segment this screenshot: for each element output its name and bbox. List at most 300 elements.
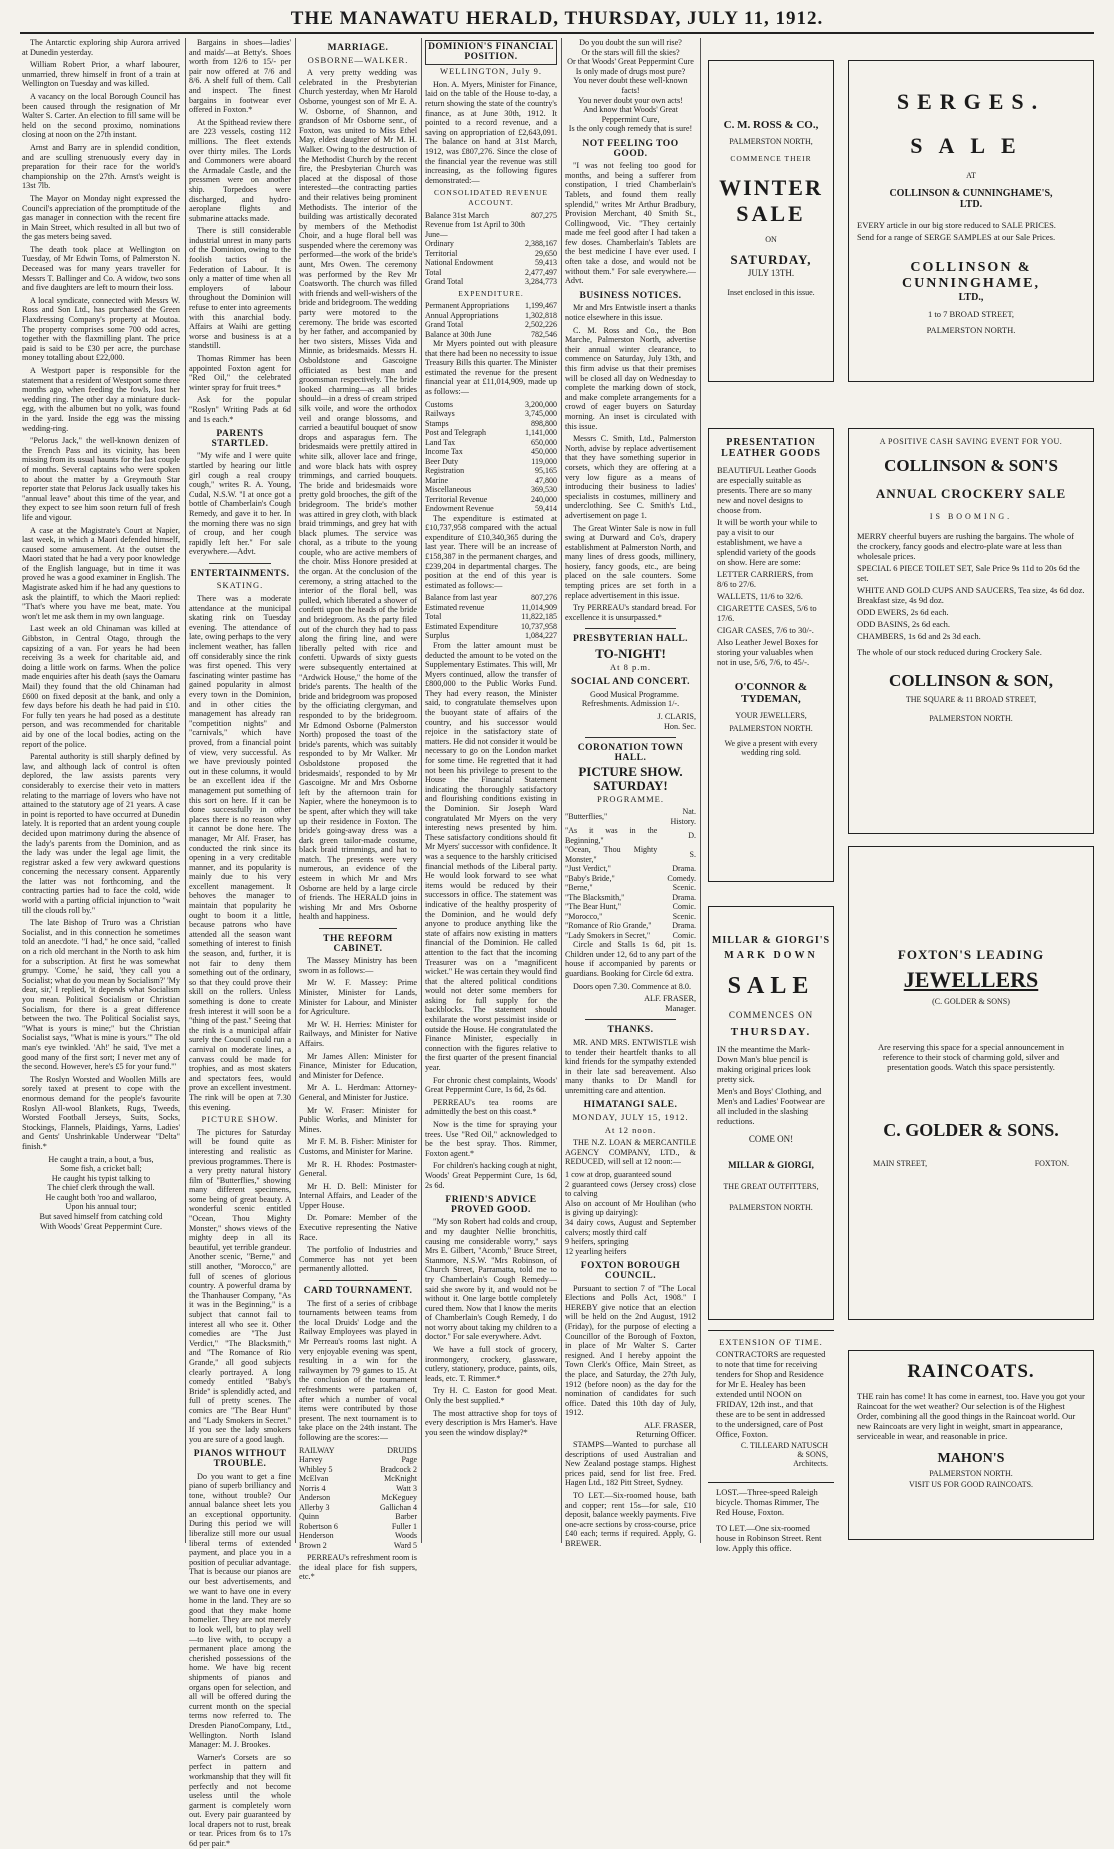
ad-firm: TYDEMAN, (741, 693, 801, 705)
table-cell: 1,084,227 (525, 631, 557, 641)
notice-day: SATURDAY! (593, 777, 668, 793)
cabinet-entry: Mr F. M. B. Fisher: Minister for Customs, and Minister for Marine. (299, 1137, 417, 1156)
verse-line: Or the stars will fill the skies? (581, 47, 680, 57)
table-cell: Grand Total (425, 320, 464, 330)
news-item: The Mayor on Monday night expressed the Council's appreciation of the promptitude of the gas manager in connection with the recent fire in Main Street, which resulted in all but two of the gas meters being saved. (22, 193, 180, 242)
article-body: PERREAU's refreshment room is the ideal place for fish suppers, etc.* (299, 1553, 417, 1582)
notice-title: TO-NIGHT! (595, 646, 666, 662)
article-body: PERREAU's tea rooms are admittedly the best on this coast.* (425, 1097, 557, 1117)
table-cell: 1,141,000 (525, 428, 557, 438)
news-paragraphs (22, 38, 180, 1152)
section-heading: DOMINION'S FINANCIAL (428, 42, 554, 52)
ad-day: THURSDAY. (730, 1026, 812, 1038)
table-cell: 807,276 (531, 593, 557, 603)
section-subheading: SKATING. (216, 580, 264, 591)
to-let-notice: TO LET.—One six-roomed house in Robinson Street. Rent low. Apply this office. (716, 1523, 822, 1553)
table-cell: Territorial Revenue (425, 494, 488, 504)
notice-role: Hon. Sec. (663, 721, 696, 731)
section-heading: POSITION. (464, 51, 518, 62)
raincoats-ad (848, 1350, 1094, 1540)
cabinet-entry: Mr James Allen: Minister for Finance, Minister for Education, and Minister for Defence. (299, 1051, 417, 1080)
article-body: The expenditure is estimated at £10,737,958 compared with the actual expenditure of £10,340,365 during the last year. There will be an increase of £158,387 in the permanent charges, and £239,204 in departmental charges. The position at the end of this year is estimated as follows:— (425, 513, 557, 590)
cabinet-list (299, 956, 417, 1274)
table-cell: Drama. (672, 892, 696, 902)
business-notice: Messrs C. Smith, Ltd., Palmerston North, advise by replace advertisement that they have something superior in corsets, which they are offering at a very low figure as a means of introducing their business to ladies' specialists in costumes, millinery and underclothing. See C. Smith's Ltd., advertisement on page 1. (565, 434, 696, 520)
ad-city: PALMERSTON NORTH, (729, 137, 813, 146)
ad-text: IS BOOMING. (929, 512, 1013, 521)
section-heading: PIANOS WITHOUT TROUBLE. (193, 1449, 287, 1469)
film-row (565, 893, 696, 903)
score-row (299, 1484, 417, 1494)
ad-city: PALMERSTON NORTH. (729, 724, 813, 733)
business-notice: Mr and Mrs Entwistle insert a thanks notice elsewhere in this issue. (565, 303, 696, 323)
peppermint-poem (22, 1155, 180, 1232)
cabinet-entry: Mr W. F. Massey: Prime Minister, Minister for Lands, Minister for Labour, and Minister for Agriculture. (299, 978, 417, 1017)
table-cell: 2,502,226 (525, 320, 557, 330)
poem-line: But saved himself from catching cold (39, 1212, 163, 1222)
table-cell: DRUIDS (387, 1445, 417, 1455)
ad-text: ON (765, 235, 777, 244)
table-cell: 95,165 (535, 466, 557, 476)
score-row (299, 1503, 417, 1513)
notice-title: PICTURE SHOW. (578, 764, 683, 780)
ad-text: YOUR JEWELLERS, (735, 711, 807, 720)
extension-notice (708, 1330, 834, 1478)
notice-body: THE N.Z. LOAN & MERCANTILE AGENCY COMPANY, LTD., & REDUCED, will sell at 12 noon:— (565, 1138, 696, 1167)
table-cell: "As it was in the Beginning," (565, 826, 658, 845)
estimate-row (425, 447, 557, 457)
news-item: The death took place at Wellington on Tuesday, of Mr Edwin Toms, of Palmerston N. Deceased was for many years traveller for Messrs T. Ballinger and Co. A widow, two sons and five daughters are left to mourn their loss. (22, 244, 180, 293)
score-row (299, 1474, 417, 1484)
table-cell: Total (425, 267, 442, 277)
ad-text: Are reserving this space for a special announcement in reference to their stock of charming gold, silver and presentation goods. Watch this space persistently. (878, 1042, 1064, 1072)
scores-table (299, 1446, 417, 1551)
price-item: CIGARETTE CASES, 5/6 to 17/6. (717, 603, 817, 623)
table-cell: Miscellaneous (425, 485, 472, 495)
news-item: A case at the Magistrate's Court at Napier, last week, in which a Maori defended himself, caused some amusement. At the outset the Maori stated that he had a very poor knowledge of the English language, but in time it was proved he was a good examiner in English. The Magistrate asked him if he had any questions to ask the plaintiff, to which the Maori replied: "That's where you have me beat, mate. You won't let me ask them in my own language. (22, 525, 180, 621)
ad-title: EXTENSION OF TIME. (719, 1337, 823, 1347)
revenue-row (425, 258, 557, 268)
article-body: Try H. C. Easton for good Meat. Only the best supplied.* (425, 1386, 557, 1406)
notice-body: Pursuant to section 7 of "The Local Elections and Polls Act, 1908." I HEREBY give notice that an election will be held on the 2nd August, 1912 (Friday), for the purpose of electing a Councillor of the Borough of Foxton, in place of Mr Walter S. Carter resigned. And I hereby appoint the Town Clerk's Office, Main Street, as the place, and Saturday, the 27th July, 1912 (before noon) as the day for the nomination of candidates for such office. Dated this 10th day of July, 1912. (565, 1283, 696, 1418)
ad-firm: MILLAR & GIORGI, (728, 1160, 814, 1170)
dateline: WELLINGTON, July 9. (440, 66, 542, 77)
estimate-row (425, 419, 557, 429)
ad-title: ANNUAL CROCKERY SALE (875, 486, 1067, 501)
article-body: "My wife and I were quite startled by hearing our little girl cough a real croupy cough," writes R. A. Young, Cudal, N.S.W. "I at once got a bottle of Chamberlain's Cough Remedy, and gave it to her. In the morning there was no sign of croup, and her cough rapidly left her." For sale everywhere.—Advt. (189, 451, 291, 557)
table-cell: McKeguey (381, 1493, 417, 1503)
ad-title: LEATHER GOODS (721, 448, 821, 459)
expenditure-row (425, 311, 557, 321)
ad-firm: C. M. ROSS & CO., (723, 119, 819, 131)
ad-firm: COLLINSON & SON, (889, 671, 1053, 690)
price-list (849, 563, 1093, 641)
news-item: "Pelorus Jack," the well-known denizen of the French Pass and its vicinity, has been missing from its usual haunts for the last couple of months. Several captains who were spoken to about the matter by a Greymouth Star reporter state that Pelorus Jack usually takes his "annual leave" about this time of the year, and they expect to see him soon return full of fresh life and vigour. (22, 436, 180, 522)
table-cell: Watt 3 (396, 1483, 417, 1493)
table-cell: Anderson (299, 1493, 331, 1503)
section-heading: THE REFORM CABINET. (323, 934, 393, 954)
table-cell: Woods (394, 1531, 417, 1541)
peppermint-verse (565, 38, 696, 134)
score-row (299, 1493, 417, 1503)
estimate-table (425, 400, 557, 514)
ad-title: FOXTON'S LEADING (897, 947, 1045, 962)
ad-title: WINTER (719, 175, 823, 200)
table-cell: 11,014,909 (521, 602, 557, 612)
article-body: For children's hacking cough at night, Woods' Great Peppermint Cure, 1s 6d, 2s 6d. (425, 1161, 557, 1190)
article-body: Warner's Corsets are so perfect in pattern and workmanship that they will fit perfectly and not become useless until the whole garment is completely worn out. Every pair guaranteed by local drapers not to rust, break or tear. Prices from 6s to 17s 6d per pair.* (189, 1752, 291, 1849)
ad-text: It will be worth your while to pay a visit to our establishment, we have a splendid variety of the goods on show. Here are some: (717, 517, 818, 567)
ad-text: MERRY cheerful buyers are rushing the bargains. The whole of the crockery, fancy goods and electro-plate ware at less than wholesale prices. (857, 531, 1075, 561)
table-cell: 3,200,000 (525, 399, 557, 409)
table-cell: Whibley 5 (299, 1464, 333, 1474)
ad-text: BEAUTIFUL Leather Goods are especially suitable as presents. There are so many new and novel designs to choose from. (717, 465, 817, 515)
ad-title: PRESENTATION (726, 437, 816, 448)
film-row (565, 912, 696, 922)
table-cell: Endowment Revenue (425, 504, 494, 514)
ad-text: THE rain has come! It has come in earnest, too. Have you got your Raincoat for the wet weather? Our selection is of the Highest Order, combining all the good things in the Raincoat world. Our new Raincoats are very light in weight, smart in appearance, serviceable in wear, and reasonable in price. (857, 1391, 1085, 1441)
table-cell: Post and Telegraph (425, 428, 487, 438)
film-row (565, 883, 696, 893)
verse-line: Do you doubt the sun will rise? (579, 38, 682, 47)
table-cell: 3,284,773 (525, 277, 557, 286)
notice-signature: ALF. FRASER, (644, 1420, 696, 1430)
estimate-row (425, 476, 557, 486)
news-item: Ask for the popular "Roslyn" Writing Pads at 6d and 1s each.* (189, 395, 291, 424)
price-item: ODD EWERS, 2s 6d each. (857, 607, 949, 617)
article-body: The pictures for Saturday will be found quite as interesting and realistic as previous programmes. There is a very pretty natural history film of "Butterflies," showing many different specimens, some being of great beauty. A wonderful scenic entitled "Ocean, Thou Mighty Monster," shows views of the mighty deep in all its beautiful, yet terrible grandeur. Another scenic, "Berne," and still another, "Morocco," are full of scenes of glorious country. A powerful drama by the Thanhauser Company, "As it was in the Beginning," is a subject that cannot fail to interest all who see it. Other comedies are "The Just Verdict," "The Blacksmith," and "The Romance of Rio Grande," all good subjects clearly portrayed. A long comedy entitled "Baby's Bride" is splendidly acted, and full of pretty scenes. The comics are "The Bear Hunt" and "Lady Smokers in Secret." If you see the lady smokers you are sure of a good laugh. (189, 1127, 291, 1444)
table-cell: 2,477,497 (525, 267, 557, 277)
table-cell: 2,388,167 (525, 239, 557, 248)
table-cell: Ward 5 (393, 1540, 417, 1550)
table-cell: Comic. (672, 902, 696, 912)
section-subheading: OSBORNE—WALKER. (307, 54, 409, 65)
ad-signature: & SONS, (797, 1450, 828, 1459)
article-body: Now is the time for spraying your trees. Use "Red Oil," acknowledged to be the best spray. Thos. Rimmer, Foxton agent.* (425, 1120, 557, 1158)
price-item: LETTER CARRIERS, from 8/6 to 27/6. (717, 569, 814, 589)
estimate-row (425, 400, 557, 410)
price-item: WALLETS, 11/6 to 32/6. (717, 591, 803, 601)
film-row (565, 845, 696, 864)
notice-body: Circle and Stalls 1s 6d, pit 1s. Children under 12, 6d to any part of the house if accompanied by parents or guardians. Booking for Circle 6d extra. (565, 940, 696, 978)
table-cell: 782,546 (531, 329, 557, 339)
estimate-row (425, 409, 557, 419)
score-row (299, 1531, 417, 1541)
sale-item: 2 guaranteed cows (Jersey cross) close to calving (565, 1179, 696, 1199)
poem-line: He caught both 'roo and wallaroo, (45, 1192, 157, 1202)
ad-text: COME ON! (748, 1134, 794, 1144)
article-body: Do you want to get a fine piano of superb brilliancy and tone, without trouble? Our annual balance sheet lets you an exceptional opportunity. During this period we will liberalize still more our usual liberal terms of extended payment, and place you in a position of peculiar advantage. That is because our pianos are our best advertisements, and we want to have one in every home in the land. They are so good that they make home homelier. They are not merely to look well, but to play well —to live with, to occupy a permanent place among the cherished possessions of the home. We have big recent shipments of pianos and organs open for selection, and all will be offered during the current month on the special terms now referred to. The Dresden PianoCompany, Ltd., Wellington. North Island Manager: M. J. Brookes. (189, 1471, 291, 1750)
table-cell: Registration (425, 466, 465, 476)
estimate-row (425, 428, 557, 438)
table-cell: Total (425, 612, 442, 622)
business-notices (565, 303, 696, 622)
verse-line: You never doubt these well-known facts! (573, 76, 688, 95)
leather-goods-ad (708, 428, 834, 882)
table-cell: Balance at 30th June (425, 329, 492, 339)
ad-title: SALE (727, 973, 815, 999)
score-row (299, 1446, 417, 1456)
table-cell: Henderson (299, 1531, 334, 1541)
sale-item: Also on account of Mr Houlihan (who is giving up dairying): (565, 1198, 696, 1218)
notice-body: MR. AND MRS. ENTWISTLE wish to tender their heartfelt thanks to all kind friends for the sympathy extended in their late sad bereavement. Also many thanks to Dr Mandl for unremitting care and attention. (565, 1037, 696, 1095)
column-rule (700, 38, 701, 1543)
table-heading: EXPENDITURE. (458, 288, 524, 298)
table-cell: Grand Total (425, 277, 464, 286)
table-cell: "The Blacksmith," (565, 892, 625, 902)
news-paragraphs (189, 38, 291, 424)
article-body: Mr Myers pointed out with pleasure that there had been no necessity to issue Treasury Bills this quarter. The Minister estimated the revenue for the present financial year at £11,014,909, made up as follows:— (425, 339, 557, 397)
column-3 (299, 38, 418, 1582)
ad-text: We give a present with every wedding ring sold. (724, 739, 818, 757)
ad-firm: MAHON'S (937, 1451, 1005, 1466)
ad-text: COMMENCE THEIR (730, 154, 812, 163)
table-cell: Norris 4 (299, 1483, 326, 1493)
notice-heading: THANKS. (607, 1025, 654, 1036)
price-item: ODD BASINS, 2s 6d each. (857, 619, 951, 629)
section-heading: CARD TOURNAMENT. (303, 1286, 413, 1297)
table-cell: Scenic. (672, 911, 696, 921)
expenditure-row (425, 320, 557, 330)
table-cell: Nat. History. (670, 807, 696, 826)
masthead: THE MANAWATU HERALD, THURSDAY, JULY 11, 1912. (20, 8, 1094, 34)
table-cell: Estimated Expenditure (425, 621, 499, 631)
sale-item: 34 dairy cows, August and September calvers; mostly third calf (565, 1218, 696, 1237)
news-item: At the Spithead review there are 223 vessels, costing 112 millions. The fleet extends over thirty miles. The Lords and Commoners were aboard the Armadale Castle, and the pressmen were on another ship. Torpedoes were discharged, and hydro-aeroplane flights and submarine attacks made. (189, 117, 291, 223)
notice-role: Manager. (665, 1003, 696, 1013)
table-cell: 1,302,818 (525, 310, 557, 320)
table-cell: Bradcock 2 (380, 1464, 417, 1474)
article-body: We have a full stock of grocery, ironmongery, crockery, glassware, cutlery, stationery, produce, paints, oils, leads, etc. T. Rimmer.* (425, 1345, 557, 1383)
table-cell: Ordinary (425, 239, 454, 248)
news-item: The Antarctic exploring ship Aurora arrived at Dunedin yesterday. (22, 38, 180, 57)
ad-title: SERGES. (896, 89, 1046, 114)
table-cell: 29,650 (535, 248, 557, 258)
table-cell: S. (689, 849, 696, 859)
table-cell: Comic. (672, 930, 696, 940)
table-cell: D. (688, 830, 696, 840)
table-cell: Allerby 3 (299, 1502, 330, 1512)
ad-firm: O'CONNOR & (734, 681, 808, 693)
ad-text: Men's and Boys' Clothing, and Men's and Ladies' Footwear are all included in the slashing reductions. (717, 1086, 825, 1126)
notice-heading: HIMATANGI SALE. (583, 1100, 678, 1111)
film-row (565, 807, 696, 826)
revenue-row (425, 268, 557, 278)
notice-signature: ALF. FRASER, (644, 994, 696, 1004)
table-cell: 1,199,467 (525, 301, 557, 311)
poem-line: He caught his typist talking to (51, 1173, 151, 1183)
ad-city: PALMERSTON NORTH. (929, 1469, 1013, 1478)
price-list (709, 569, 833, 635)
score-row (299, 1455, 417, 1465)
score-row (299, 1541, 417, 1551)
cabinet-entry: Mr W. H. Herries: Minister for Railways, and Minister for Native Affairs. (299, 1019, 417, 1048)
article-body: "My son Robert had colds and croup, and my daughter Nellie bronchitis, causing me considerable worry," says Mrs E. Gilbert, "Acomb," Bruce Street, Stanmore, N.S.W. "Mrs Robinson, of Church Street, Parramatta, told me to try Chamberlain's Cough Remedy—said she swore by it, and would not be without it. One large bottle completely cured them. Now that I know the merits of Chamberlain's Cough Remedy, I do not worry about taking my children to a doctor." For sale everywhere. Advt. (425, 1217, 557, 1342)
news-item: A local syndicate, connected with Messrs W. Ross and Son Ltd., has purchased the Green Flaxdressing Company's property at Moutoa. The property comprises some 700 odd acres, together with the flaxmilling plant. The price paid is said to be £30 per acre, the purchase money totalling about £22,000. (22, 295, 180, 363)
column-rule (421, 38, 422, 1543)
notice-heading: PRESBYTERIAN HALL. (572, 634, 689, 645)
ad-text: COMMENCES ON (728, 1010, 814, 1020)
ad-title: RAINCOATS. (907, 1361, 1035, 1382)
article-body: Hon. A. Myers, Minister for Finance, laid on the table of the House to-day, a return showing the state of the country's finance, as at June 30th, 1912. It pointed to a record revenue, and a saving on appropriation of £2,643,091. The balance on hand at 31st March, 1912, was £807,276. Since the close of the financial year the revenue was still increasing, as the following figures demonstrated:— (425, 79, 557, 185)
ad-text: AT (966, 171, 976, 180)
article-body: The first of a series of cribbage tournaments between teams from the local Druids' Lodge and the Railway Employees was played in Mr Perreau's rooms last night. A very enjoyable evening was spent, resulting in a win for the railwaymen by 79 games to 15. At the conclusion of the tournament refreshments were partaken of, after which a number of vocal items were contributed by those present. The next tournament is to take place on the 24th instant. The following are the scores:— (299, 1298, 417, 1442)
ad-firm: COLLINSON & SON'S (884, 456, 1058, 475)
estimate-row (425, 504, 557, 514)
table-cell: Marine (425, 475, 449, 485)
table-heading: CONSOLIDATED REVENUE ACCOUNT. (434, 188, 548, 207)
revenue-row (425, 220, 557, 239)
ad-text: IN the meantime the Mark-Down Man's blue pencil is making original prices look pretty sick. (717, 1044, 811, 1084)
price-item: SPECIAL 6 PIECE TOILET SET, Sale Price 9s 11d to 20s 6d the set. (857, 563, 1080, 583)
price-item: CHAMBERS, 1s 6d and 2s 3d each. (857, 631, 981, 641)
ad-subtitle: (C. GOLDER & SONS) (932, 997, 1010, 1006)
ad-city: PALMERSTON NORTH. (926, 325, 1016, 335)
estimate-row (425, 457, 557, 467)
table-cell: Income Tax (425, 447, 463, 457)
verse-line: You never doubt your own acts! (578, 95, 683, 105)
ad-signature: Architects. (793, 1459, 828, 1468)
table-cell: Comedy. (667, 873, 696, 883)
table-cell: 59,413 (535, 258, 557, 267)
section-heading: MARRIAGE. (327, 43, 389, 53)
film-row (565, 874, 696, 884)
expenditure-row (425, 330, 557, 340)
ad-text: CONTRACTORS are requested to note that time for receiving tenders for Shop and Residence for Mr E. Healey has been extended until NOON on FRIDAY, 12th inst., and that these are to be sent in addressed to the undersigned, care of Post Office, Foxton. (716, 1349, 826, 1439)
ad-text: Also Leather Jewel Boxes for storing your valuables when not in use, 5/6, 7/6, to 45/-. (717, 637, 819, 667)
film-programme (565, 807, 696, 940)
notice-heading: CORONATION TOWN HALL. (577, 743, 684, 763)
table-cell: Fuller 1 (391, 1521, 417, 1531)
table-cell: Railways (425, 409, 455, 419)
film-row (565, 902, 696, 912)
expenditure-row (425, 301, 557, 311)
column-rule (561, 38, 562, 1543)
news-item: The late Bishop of Truro was a Christian Socialist, and in this connection he sometimes told an anecdote. "I had," he once said, "called on a rich old merchant in the North to ask him for a subscription. At first he was somewhat grumpy. 'Come,' he said, 'they call you a Socialist; what do you mean by Socialism?' 'My dear, sir,' I replied, 'it depends what Socialism you mean. Political Socialism or Christian Socialism, for there is a great difference between the two. The Political Socialist says, "What is yours is mine;" but the Christian Socialist says, "What is mine is yours."' The old man's eye twinkled. 'Ah!' he said, 'I've met a good many of the first sort; I never met any of the second. However, here's £5 for your fund.'" (22, 918, 180, 1072)
column-1 (22, 38, 180, 1543)
table-cell: 807,275 (531, 210, 557, 220)
table-cell: "Just Verdict," (565, 864, 611, 874)
article-body: "I was not feeling too good for months, and being a sufferer from constipation, I tried Chamberlain's Tablets, and found them really splendid," writes Mr Arthur Bradbury, Provision Merchant, 40 Smith St., Collingwood, Vic. "They certainly made me feel good after I had taken a few doses. Chamberlain's Tablets are the best medicine I have ever used. I often take a dose, and would not be without them." For sale everywhere.—Advt. (565, 161, 696, 286)
expenditure-table (425, 301, 557, 339)
film-row (565, 864, 696, 874)
notice-body: TO LET.—Six-roomed house, bath and copper; rent 15s—for sale, £10 deposit, balance weekly payments. Five one-acre sections by cross-course, price £40 each; terms if required. Apply, G. BREWER. (565, 1491, 696, 1548)
business-notice: The Great Winter Sale is now in full swing at Durward and Co's, drapery establishment at Palmerston North, and many lines of dress goods, millinery, hosiery, fancy goods, etc., are being placed on the sale counters. Some tempting prices are set forth in a replace advertisement in this issue. (565, 523, 696, 600)
balance-table (425, 593, 557, 641)
poem-line: He caught a train, a bout, a 'bus, (48, 1154, 154, 1164)
table-cell: 240,000 (531, 494, 557, 504)
column-4 (425, 38, 557, 1543)
section-heading: NOT FEELING TOO GOOD. (582, 138, 679, 159)
table-cell: "Romance of Rio Grande," (565, 921, 652, 931)
table-cell: McElvan (299, 1474, 329, 1484)
column-rule (295, 38, 296, 1543)
ad-signature: C. TILLEARD NATUSCH (740, 1441, 828, 1450)
poem-line: With Woods' Great Peppermint Cure. (40, 1221, 162, 1231)
ad-title: MARK DOWN (724, 950, 818, 961)
ad-firm: COLLINSON & CUNNINGHAME'S, LTD. (889, 188, 1053, 210)
notice-subtitle: SOCIAL AND CONCERT. (570, 677, 691, 688)
table-cell: 450,000 (531, 447, 557, 457)
ad-text: LTD., (958, 292, 984, 303)
news-item: The Roslyn Worsted and Woollen Mills are sorely taxed at present to cope with the enormous demand for the people's favourite Roslyn All-wool Blankets, Rugs, Tweeds, Worsted Football Jerseys, Suits, Socks, Stockings, Flannels, Plaidings, Yarns, Ladies' and Gents' Unshrinkable Underwear "Delta" finish.* (22, 1074, 180, 1151)
sale-item: 12 yearling heifers (565, 1246, 627, 1256)
estimate-row (425, 466, 557, 476)
film-row (565, 921, 696, 931)
news-item: A Westport paper is responsible for the statement that a resident of Westport some three months ago, when feeding the fowls, lost her wedding ring. The other day a miniature duck-egg, with the albumen but no yolk, was found in the yard. Inside the egg was the missing wedding-ring. (22, 366, 180, 433)
ad-firm: MILLAR & GIORGI'S (711, 935, 831, 946)
table-cell: "Butterflies," (565, 811, 608, 821)
balance-row (425, 612, 557, 622)
crockery-sale-ad (848, 428, 1094, 834)
section-heading: BUSINESS NOTICES. (579, 290, 682, 301)
table-cell: 650,000 (531, 437, 557, 447)
ad-tagline: VISIT US FOR GOOD RAINCOATS. (908, 1480, 1034, 1489)
table-cell: Balance from last year (425, 593, 498, 603)
ad-city: PALMERSTON NORTH. (729, 1203, 813, 1212)
article-body: The most attractive shop for toys of every description is Mrs Hamer's. Have you seen the window display?* (425, 1408, 557, 1437)
business-notice: Try PERREAU's standard bread. For excellence it is unsurpassed.* (565, 603, 696, 622)
ad-address: THE SQUARE & 11 BROAD STREET, (905, 695, 1037, 704)
table-cell: Customs (425, 399, 454, 409)
news-item: Bargains in shoes—ladies' and maids'—at Betty's. Shoes worth from 12/6 to 15/- per pair now offered at 7/6 and 8/6. A shelf full of them. Call and inspect. The finest bargains in footwear ever offered in Foxton.* (189, 38, 291, 115)
sale-items (565, 1170, 696, 1256)
table-cell: Balance 31st March (425, 210, 489, 220)
table-cell: 119,000 (531, 456, 557, 466)
news-item: Last week an old Chinaman was killed at Gibbston, in Central Otago, through the capsizing of a van. For years he had been receiving 3s a week for charitable aid, and doing a little work on farms. When the police made enquiries after his death (says the Oamaru Mail) they found that the old Chinaman had £600 on fixed deposit at the bank, and only a few days before his death he had paid in £10. For fully ten years he had posed as a destitute person, and was recommended for charitable aid by one of the local bodies, acting on the report of the police. (22, 624, 180, 749)
table-cell: Brown 2 (299, 1540, 327, 1550)
notice-subtitle: PROGRAMME. (597, 793, 664, 804)
revenue-row (425, 239, 557, 249)
table-cell: 11,822,185 (521, 612, 557, 622)
table-cell: Scenic. (672, 883, 696, 893)
news-item: A vacancy on the local Borough Council has been caused through the resignation of Mr Walter S. Carter. An election to fill same will be held on the second proximo, nominations closing at noon on the 27th instant. (22, 91, 180, 140)
ad-text: The whole of our stock reduced during Crockery Sale. (857, 647, 1042, 657)
notice-heading: FOXTON BOROUGH COUNCIL. (580, 1261, 681, 1281)
lost-notice: LOST.—Three-speed Raleigh bicycle. Thomas Rimmer, The Red House, Foxton. (716, 1487, 819, 1517)
revenue-table (425, 211, 557, 287)
film-row (565, 826, 696, 845)
table-cell: Annual Appropriations (425, 310, 499, 320)
ad-title: JEWELLERS (903, 967, 1039, 992)
poem-line: Upon his annual tour; (65, 1202, 137, 1212)
section-heading: ENTERTAINMENTS. (190, 568, 290, 579)
table-cell: Drama. (672, 864, 696, 874)
table-cell: Drama. (672, 921, 696, 931)
estimate-row (425, 438, 557, 448)
news-item: Thomas Rimmer has been appointed Foxton agent for "Red Oil," the celebrated winter spray for fruit trees.* (189, 354, 291, 392)
article-body: From the latter amount must be deducted the amount to be voted on the Supplementary Estimates. This will, Mr Myers continued, allow the transfer of £800,000 to the Public Works Fund. They had every reason, the Minister said, to congratulate themselves upon the buoyant state of affairs of the country, and his successor would rejoice in the satisfactory state of matters. He did not consider it would be necessary to go on the London market for some time. He regretted that it had not been his privilege to present to the House the Financial Statement indicating the thoroughly satisfactory and flourishing conditions existing in the Dominion. Sir Joseph Ward congratulated Mr Myers on the very interesting news presented by him. These satisfactory conditions should fit Mr Myers' successor with confidence. It was a sequence to the harshly criticised financial methods of the Liberal party. He would look forward to see what items would be reduced by their successors in office. The statement was indicative of the healthy prosperity of the Dominion, and he would defy anyone to produce anything like the state of affairs now existing in matters financial of the Dominion. He called attention to the fact that the incoming Treasurer was on a "magnificent wicket." He was certain they would find that the altered political conditions would not deter some members for asking for full supply for the backblocks. The statement should exhilarate the worst pessimist inside or outside the House. He congratulated the Finance Minister, especially in connection with the figures relative to the first quarter of the present financial year. (425, 640, 557, 1073)
table-cell: Estimated revenue (425, 602, 485, 612)
notice-role: Returning Officer. (636, 1430, 696, 1440)
table-cell: Robertson 6 (299, 1521, 338, 1531)
ad-title: SALE (736, 201, 806, 226)
ad-address: 1 to 7 BROAD STREET, (927, 309, 1015, 319)
column-2 (189, 38, 291, 1849)
table-cell: RAILWAY (299, 1445, 335, 1455)
table-cell: 3,745,000 (525, 409, 557, 419)
ad-text: EVERY article in our big store reduced to SALE PRICES. (857, 220, 1056, 230)
cabinet-entry: Mr W. Fraser: Minister for Public Works, and Minister for Mines. (299, 1105, 417, 1134)
ad-day: SATURDAY, (730, 252, 812, 267)
ad-town: FOXTON. (1034, 1159, 1069, 1168)
sale-item: 1 cow at drop, guaranteed sound (565, 1170, 672, 1180)
table-cell: Territorial (425, 248, 458, 258)
news-item: Arnst and Barry are in splendid condition, and are sculling strenuously every day in preparation for their race for the world's championship on the 27th. Arnst's weight is 13st 7lb. (22, 142, 180, 191)
ad-firm: C. GOLDER & SONS. (883, 1120, 1059, 1140)
table-cell: Land Tax (425, 437, 456, 447)
section-subheading: PICTURE SHOW. (201, 1114, 279, 1125)
